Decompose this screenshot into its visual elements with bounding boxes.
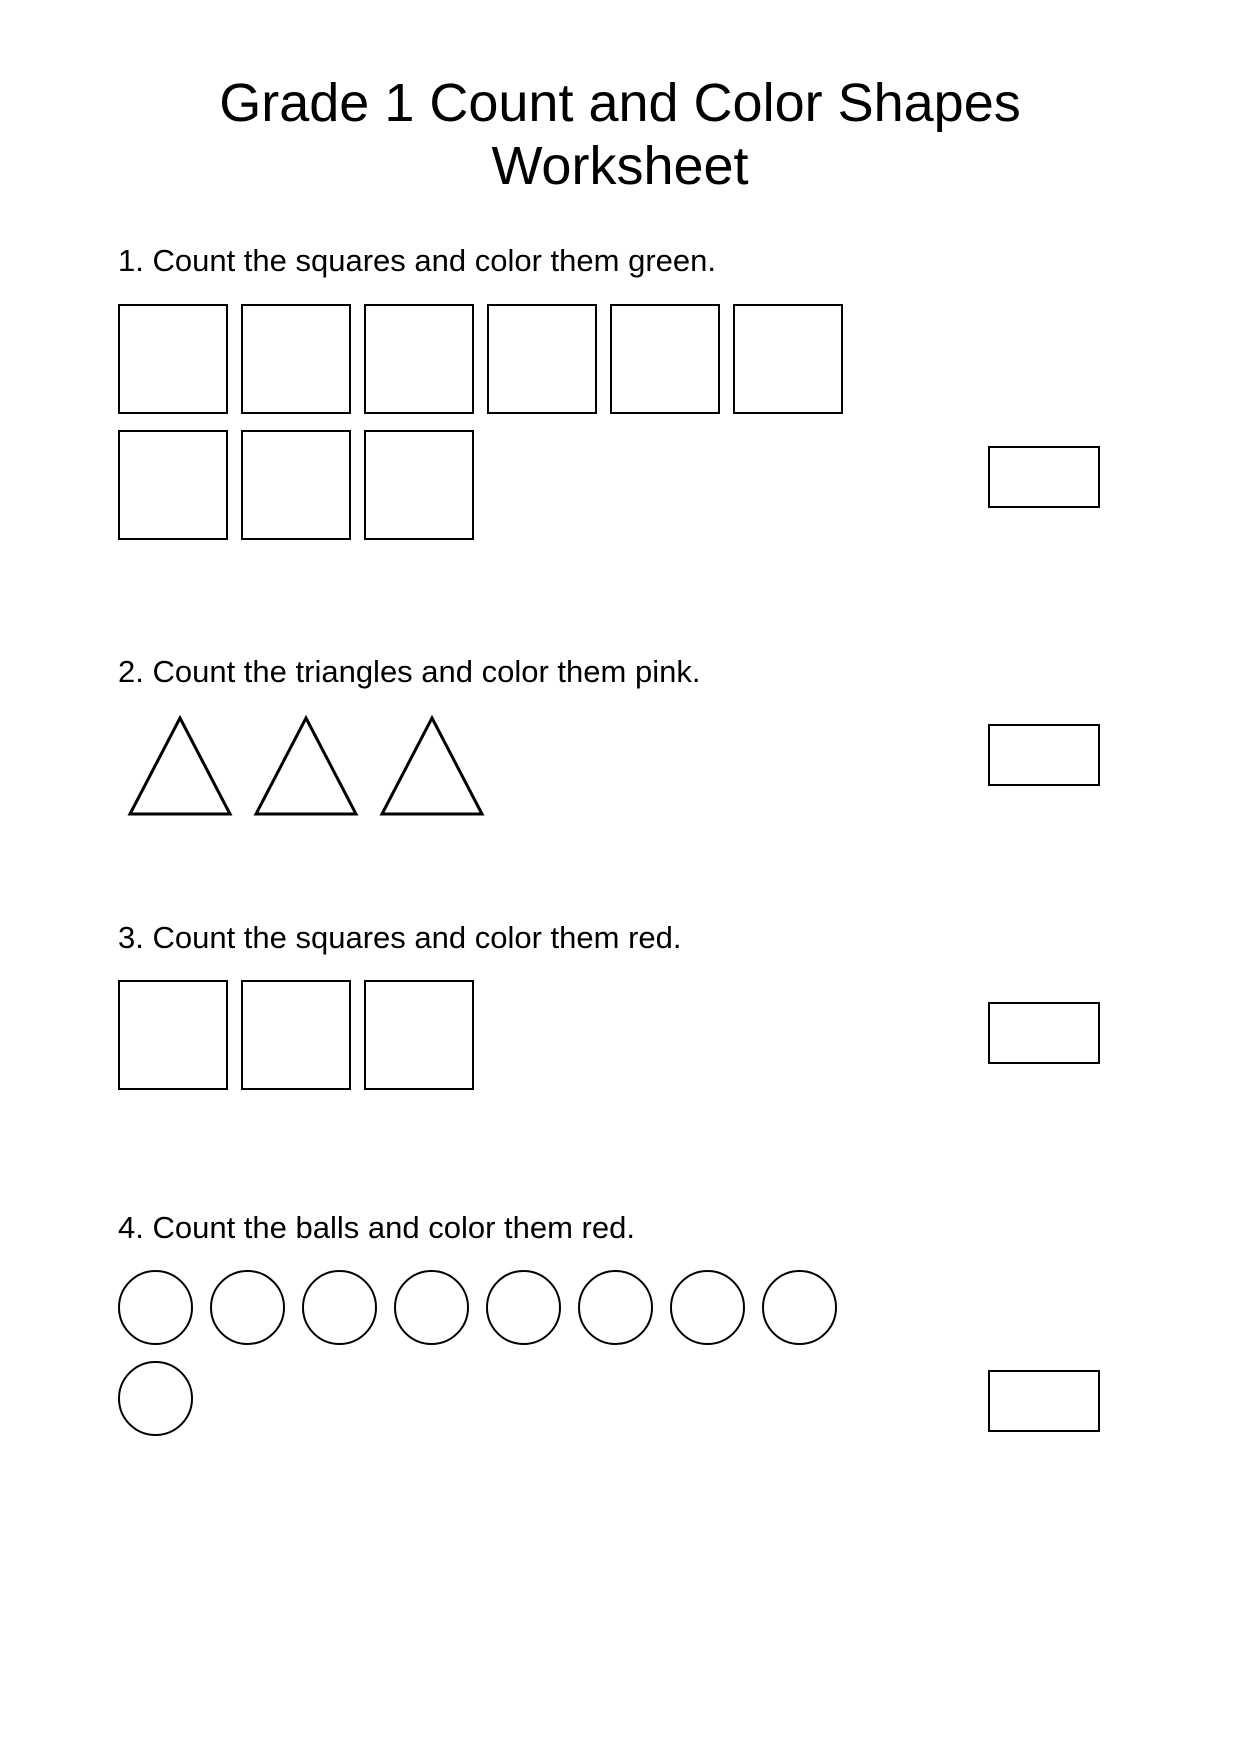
- problem-2-answer-box[interactable]: [988, 724, 1100, 786]
- square-shape: [733, 304, 843, 414]
- problem-3-prompt: 3. Count the squares and color them red.: [118, 919, 682, 955]
- problem-1-shapes: [118, 304, 1240, 556]
- square-shape: [610, 304, 720, 414]
- circle-shape: [210, 1270, 285, 1345]
- triangle-shape: [378, 714, 486, 818]
- problem-1-shape-rows: [118, 304, 1240, 556]
- problem-2: [0, 652, 1240, 818]
- problem-1: [0, 241, 1240, 555]
- shape-row: [118, 1270, 1240, 1361]
- problem-1-prompt: 1. Count the squares and color them green.: [118, 243, 716, 279]
- page-title: Grade 1 Count and Color Shapes Worksheet: [219, 73, 1021, 196]
- square-shape: [118, 980, 228, 1090]
- square-shape: [364, 430, 474, 540]
- problem-1-answer-box[interactable]: [988, 446, 1100, 508]
- problem-3: [0, 918, 1240, 1106]
- circle-shape: [670, 1270, 745, 1345]
- circle-shape: [578, 1270, 653, 1345]
- triangle-shape: [126, 714, 234, 818]
- circle-shape: [762, 1270, 837, 1345]
- square-shape: [487, 304, 597, 414]
- circle-shape: [302, 1270, 377, 1345]
- problem-4: [0, 1208, 1240, 1452]
- circle-shape: [118, 1270, 193, 1345]
- problem-4-answer-box[interactable]: [988, 1370, 1100, 1432]
- circle-shape: [118, 1361, 193, 1436]
- problem-3-answer-box[interactable]: [988, 1002, 1100, 1064]
- problem-4-shapes: [118, 1270, 1240, 1452]
- problem-2-prompt: 2. Count the triangles and color them pink.: [118, 653, 701, 689]
- square-shape: [118, 430, 228, 540]
- square-shape: [241, 304, 351, 414]
- problem-4-prompt: 4. Count the balls and color them red.: [118, 1210, 635, 1246]
- shape-row: [118, 304, 1240, 430]
- circle-shape: [394, 1270, 469, 1345]
- problem-2-shapes: [118, 714, 1240, 818]
- square-shape: [241, 430, 351, 540]
- circle-shape: [486, 1270, 561, 1345]
- square-shape: [364, 304, 474, 414]
- square-shape: [118, 304, 228, 414]
- triangle-shape: [252, 714, 360, 818]
- problem-3-shapes: [118, 980, 1240, 1106]
- square-shape: [241, 980, 351, 1090]
- square-shape: [364, 980, 474, 1090]
